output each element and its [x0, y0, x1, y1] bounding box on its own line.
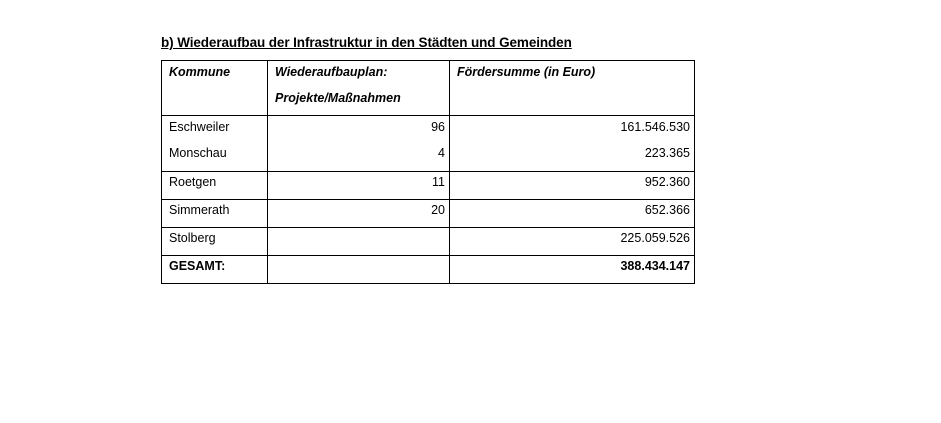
kommune-cell — [162, 116, 268, 172]
table-row — [162, 172, 695, 200]
projekte-simmerath: 20 — [268, 200, 450, 228]
summe-monschau: 223.365 — [644, 146, 690, 160]
total-summe: 388.434.147 — [450, 256, 695, 284]
summe-cell — [450, 116, 695, 172]
table-row — [162, 200, 695, 228]
summe-stolberg: 225.059.526 — [450, 228, 695, 256]
header-kommune: Kommune — [162, 61, 268, 116]
table-row — [162, 116, 695, 172]
kommune-eschweiler: Eschweiler — [169, 120, 230, 134]
table-header-row — [162, 61, 695, 116]
kommune-simmerath: Simmerath — [162, 200, 268, 228]
summe-simmerath: 652.366 — [450, 200, 695, 228]
header-plan — [268, 61, 450, 116]
projekte-eschweiler: 96 — [431, 120, 445, 134]
total-projekte — [268, 256, 450, 284]
total-label: GESAMT: — [162, 256, 268, 284]
section-heading: b) Wiederaufbau der Infrastruktur in den Städten und Gemeinden — [161, 35, 572, 50]
table-total-row — [162, 256, 695, 284]
projekte-roetgen: 11 — [268, 172, 450, 200]
projekte-monschau: 4 — [438, 146, 445, 160]
header-plan-line2: Projekte/Maßnahmen — [275, 91, 401, 105]
projekte-cell — [268, 116, 450, 172]
projekte-stolberg — [268, 228, 450, 256]
summe-roetgen: 952.360 — [450, 172, 695, 200]
table-row — [162, 228, 695, 256]
summe-eschweiler: 161.546.530 — [620, 120, 690, 134]
kommune-stolberg: Stolberg — [162, 228, 268, 256]
kommune-monschau: Monschau — [169, 146, 227, 160]
header-foerdersumme: Fördersumme (in Euro) — [450, 61, 695, 116]
funding-table — [161, 60, 695, 284]
header-plan-line1: Wiederaufbauplan: — [275, 65, 388, 79]
kommune-roetgen: Roetgen — [162, 172, 268, 200]
